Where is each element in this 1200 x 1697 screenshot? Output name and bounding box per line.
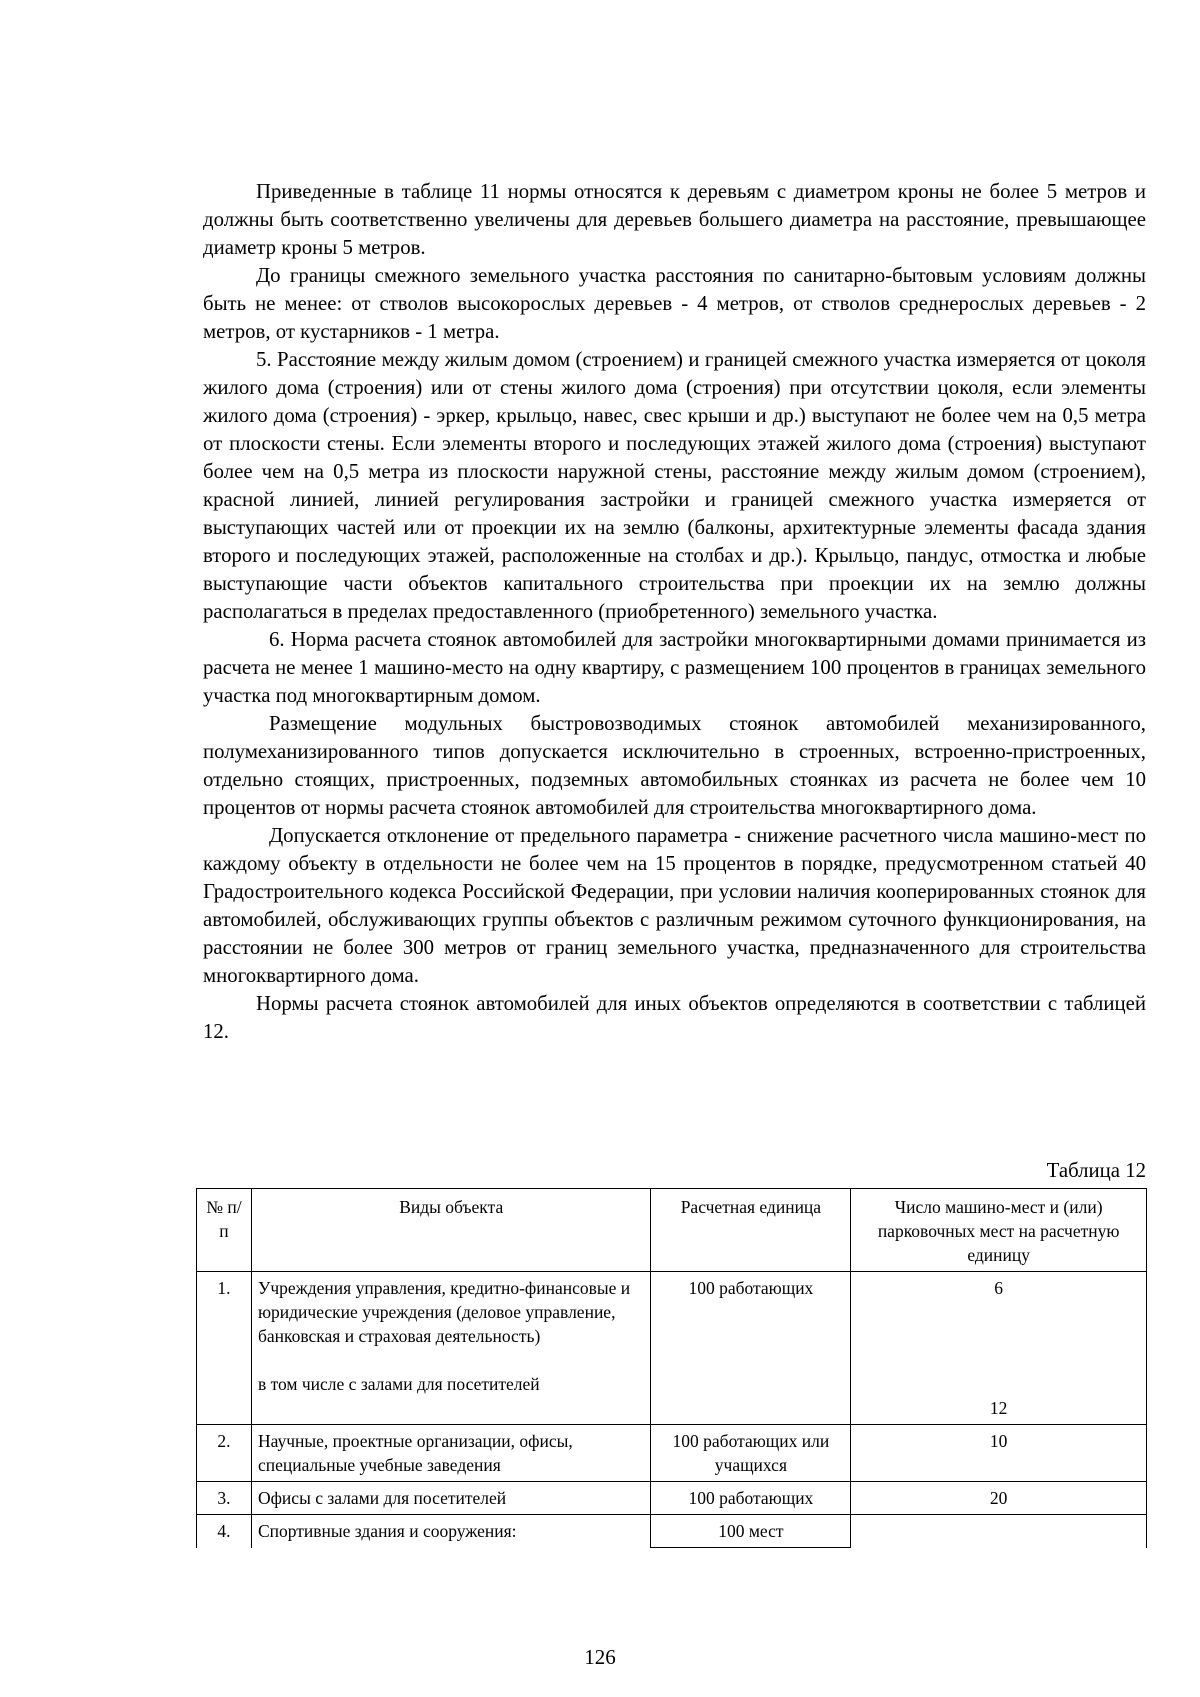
table-row xyxy=(197,1272,1147,1425)
row-count: 10 xyxy=(851,1425,1147,1482)
row-sub-type: в том числе с залами для посетителей xyxy=(257,1374,540,1394)
row-count-value: 6 xyxy=(994,1278,1004,1298)
paragraph-modular-parking: Размещение модульных быстровозводимых стоянок автомобилей механизированного, полумеханизированного типов допускается исключительно в строенных, встроенно-пристроенных, отдельно стоящих, пристроенных, подземных автомобильных стоянках из расчета не более чем 10 процентов от нормы расчета стоянок автомобилей для строительства многоквартирного дома. xyxy=(203,712,1146,819)
row-count xyxy=(851,1515,1147,1548)
table-header-row xyxy=(197,1189,1147,1272)
row-count xyxy=(851,1272,1147,1425)
table-caption: Таблица 12 xyxy=(1046,1159,1146,1182)
row-object-type xyxy=(251,1272,651,1425)
row-object-type: Научные, проектные организации, офисы, специальные учебные заведения xyxy=(251,1425,651,1482)
row-num: 4. xyxy=(197,1515,252,1548)
row-unit: 100 работающих xyxy=(651,1482,851,1515)
row-num: 1. xyxy=(197,1272,252,1425)
row-object-type: Офисы с залами для посетителей xyxy=(251,1482,651,1515)
header-unit: Расчетная единица xyxy=(651,1189,851,1272)
row-object-type: Спортивные здания и сооружения: xyxy=(251,1515,651,1548)
parking-norms-table xyxy=(196,1188,1147,1548)
body-text xyxy=(203,178,1146,1046)
header-num: № п/п xyxy=(197,1189,252,1272)
table-row xyxy=(197,1515,1147,1548)
row-unit: 100 мест xyxy=(651,1515,851,1548)
paragraph-tree-norms: Приведенные в таблице 11 нормы относятся к деревьям с диаметром кроны не более 5 метров и должны быть соответственно увеличены для деревьев большего диаметра на расстояние, превышающее диаметр кроны 5 метров. xyxy=(203,180,1146,259)
row-unit: 100 работающих xyxy=(651,1272,851,1425)
table-row xyxy=(197,1425,1147,1482)
row-unit: 100 работающих или учащихся xyxy=(651,1425,851,1482)
row-sub-count: 12 xyxy=(989,1398,1008,1418)
paragraph-deviation: Допускается отклонение от предельного параметра - снижение расчетного числа машино-мест по каждому объекту в отдельности не более чем на 15 процентов в порядке, предусмотренном статьей 40 Градостроительного кодекса Российской Федерации, при условии наличия кооперированных стоянок для автомобилей, обслуживающих группы объектов с различным режимом суточного функционирования, на расстоянии не более 300 метров от границ земельного участка, предназначенного для строительства многоквартирного дома. xyxy=(203,824,1146,987)
row-num: 3. xyxy=(197,1482,252,1515)
header-object-type: Виды объекта xyxy=(251,1189,651,1272)
paragraph-other-objects: Нормы расчета стоянок автомобилей для иных объектов определяются в соответствии с таблицей 12. xyxy=(203,992,1146,1043)
table-row xyxy=(197,1482,1147,1515)
row-object-type-text: Учреждения управления, кредитно-финансовые и юридические учреждения (деловое управление, банковская и страховая деятельность) xyxy=(257,1278,631,1346)
row-count: 20 xyxy=(851,1482,1147,1515)
paragraph-item-5: 5. Расстояние между жилым домом (строением) и границей смежного участка измеряется от цоколя жилого дома (строения) или от стены жилого дома (строения) при отсутствии цоколя, если элементы жилого дома (строения) - эркер, крыльцо, навес, свес крыши и др.) выступают не более чем на 0,5 метра от плоскости стены. Если элементы второго и последующих этажей жилого дома (строения) выступают более чем на 0,5 метра из плоскости наружной стены, расстояние между жилым домом (строением), красной линией, линией регулирования застройки и границей смежного участка измеряется от выступающих частей или от проекции их на землю (балконы, архитектурные элементы фасада здания второго и последующих этажей, расположенные на столбах и др.). Крыльцо, пандус, отмостка и любые выступающие части объектов капитального строительства при проекции их на землю должны располагаться в пределах предоставленного (приобретенного) земельного участка. xyxy=(203,348,1146,623)
row-num: 2. xyxy=(197,1425,252,1482)
page-number: 126 xyxy=(584,1645,616,1669)
paragraph-boundary-distance: До границы смежного земельного участка расстояния по санитарно-бытовым условиям должны быть не менее: от стволов высокорослых деревьев - 4 метров, от стволов среднерослых деревьев - 2 метров, от кустарников - 1 метра. xyxy=(203,264,1146,343)
paragraph-item-6: 6. Норма расчета стоянок автомобилей для застройки многоквартирными домами принимается из расчета не менее 1 машино-место на одну квартиру, с размещением 100 процентов в границах земельного участка под многоквартирным домом. xyxy=(203,628,1146,707)
header-count: Число машино-мест и (или) парковочных мест на расчетную единицу xyxy=(851,1189,1147,1272)
